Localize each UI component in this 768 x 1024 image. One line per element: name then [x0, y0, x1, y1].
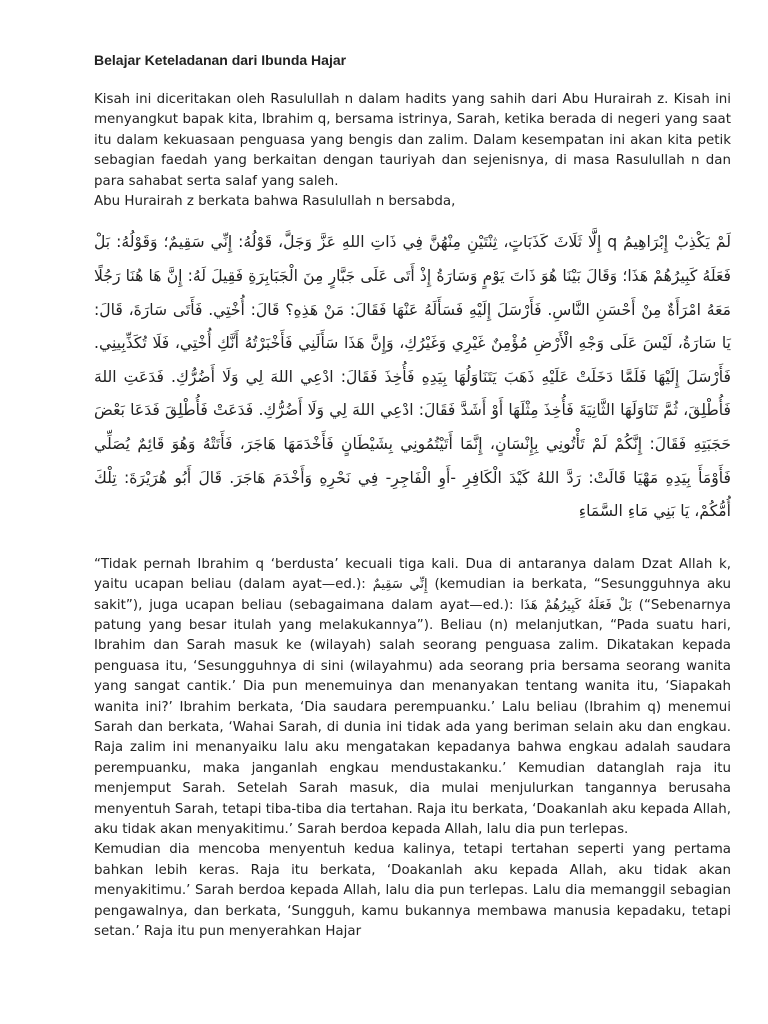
arabic-hadith-text: لَمْ يَكْذِبْ إِبْرَاهِيمُ q إِلَّا ثَلَاثَ كَذَبَاتٍ، ثِنْتَيْنِ مِنْهُنَّ فِي ذَاتِ اللهِ عَزَّ وَجَلَّ، قَوْلُهُ: إِنِّي سَقِيمٌ؛ وَقَوْلُهُ: بَلْ فَعَلَهُ كَبِيرُهُمْ هَذَا؛ وَقَالَ بَيْنَا هُوَ ذَاتَ يَوْمٍ وَسَارَةُ إِذْ أَتَى عَلَى جَبَّارٍ مِنَ الْجَبَابِرَةِ فَقِيلَ لَهُ: إِنَّ هَا هُنَا رَجُلًا مَعَهُ امْرَأَةٌ مِنْ أَحْسَنِ النَّاسِ. فَأَرْسَلَ إِلَيْهِ فَسَأَلَهُ عَنْهَا فَقَالَ: مَنْ هَذِهِ؟ قَالَ: أُخْتِي. فَأَتَى سَارَةَ، قَالَ: يَا سَارَةُ، لَيْسَ عَلَى وَجْهِ الْأَرْضِ مُؤْمِنٌ غَيْرِي وَغَيْرُكِ، وَإِنَّ هَذَا سَأَلَنِي فَأَخْبَرْتُهُ أَنَّكِ أُخْتِي، فَلَا تُكَذِّبِينِي. فَأَرْسَلَ إِلَيْهَا فَلَمَّا دَخَلَتْ عَلَيْهِ ذَهَبَ يَتَنَاوَلُهَا بِيَدِهِ فَأُخِذَ فَقَالَ: ادْعِي اللهَ لِي وَلَا أَضُرُّكِ. فَدَعَتِ اللهَ فَأُطْلِقَ، ثُمَّ تَنَاوَلَهَا الثَّانِيَةَ فَأُخِذَ مِثْلَهَا أَوْ أَشَدَّ فَقَالَ: ادْعِي اللهَ لِي وَلَا أَضُرُّكِ. فَدَعَتْ فَأُطْلِقَ فَدَعَا بَعْضَ حَجَبَتِهِ فَقَالَ: إِنَّكُمْ لَمْ تَأْتُونِي بِإِنْسَانٍ، إِنَّمَا أَتَيْتُمُونِي بِشَيْطَانٍ فَأَخْدَمَهَا هَاجَرَ، فَأَتَتْهُ وَهُوَ قَائِمٌ يُصَلِّي فَأَوْمَأَ بِيَدِهِ مَهْيَا قَالَتْ: رَدَّ اللهُ كَيْدَ الْكَافِرِ -أَوِ الْفَاجِرِ- فِي نَحْرِهِ وَأَخْدَمَ هَاجَرَ. قَالَ أَبُو هُرَيْرَةَ: تِلْكَ أُمُّكُمْ، يَا بَنِي مَاءِ السَّمَاءِ — [94, 233, 731, 521]
translation-paragraph-2: Kemudian dia mencoba menyentuh kedua kalinya, tetapi tertahan seperti yang pertama bahkan lebih keras. Raja itu berkata, ‘Doakanlah aku kepada Allah, aku tidak akan menyakitimu.’ Sarah berdoa kepada Allah, lalu dia pun terlepas. Lalu dia memanggil sebagian pengawalnya, dan berkata, ‘Sungguh, kamu bukannya membawa manusia kepadaku, tetapi setan.’ Raja itu pun menyerahkan Hajar — [94, 842, 731, 940]
document-page — [94, 50, 731, 943]
translation-paragraph-1 — [94, 555, 731, 841]
translation-text-a: “Tidak pernah Ibrahim q ‘berdusta’ kecuali tiga kali. Dua di antaranya dalam Dzat Allah k, yaitu ucapan beliau (dalam ayat—ed.): — [94, 556, 731, 593]
translation-text-c: (“Sebenarnya patung yang besar itulah yang melakukannya”). Beliau (n) melanjutkan, “Pada suatu hari, Ibrahim dan Sarah masuk ke (wilayah) salah seorang penguasa zalim. Dikatakan kepada penguasa itu, ‘Sesungguhnya di sini (wilayahmu) ada seorang pria bersama seorang wanita yang sangat cantik.’ Dia pun menemuinya dan menanyakan tentang wanita itu, ‘Siapakah wanita ini?’ Ibrahim berkata, ‘Dia saudara perempuanku.’ Lalu beliau (Ibrahim q) menemui Sarah dan berkata, ‘Wahai Sarah, di dunia ini tidak ada yang beriman selain aku dan engkau. Raja zalim ini menanyaiku lalu aku mengatakan kepadanya bahwa engkau adalah saudara perempuanku, maka janganlah engkau mendustakanku.’ Kemudian datanglah raja itu menjemput Sarah. Setelah Sarah masuk, dia mulai menjulurkan tangannya berusaha menyentuh Sarah, tetapi tiba-tiba dia tertahan. Raja itu berkata, ‘Doakanlah aku kepada Allah, aku tidak akan menyakitimu.’ Sarah berdoa kepada Allah, lalu dia pun terlepas. — [94, 597, 731, 838]
arabic-inline-quote-2: بَلْ فَعَلَهُ كَبِيرُهُمْ هَذَا — [520, 597, 632, 613]
translation-text-b: (kemudian ia berkata, “Sesungguhnya aku sakit”), juga ucapan beliau (sebagaimana dalam ayat—ed.): — [94, 577, 731, 613]
document-title: Belajar Keteladanan dari Ibunda Hajar — [94, 52, 347, 68]
intro-hadith-lead: Abu Hurairah z berkata bahwa Rasulullah n bersabda, — [94, 194, 456, 210]
intro-paragraph: Kisah ini diceritakan oleh Rasulullah n dalam hadits yang sahih dari Abu Hurairah z. Kisah ini menyangkut bapak kita, Ibrahim q, bersama istrinya, Sarah, ketika berada di negeri yang saat itu dalam kekuasaan penguasa yang bengis dan zalim. Dalam kesempatan ini akan kita petik sebagian faedah yang berkaitan dengan tauriyah dan sejenisnya, di masa Rasulullah n dan para sahabat serta salaf yang saleh. — [94, 92, 731, 189]
arabic-inline-quote-1: إِنِّي سَقِيمٌ — [372, 577, 428, 593]
